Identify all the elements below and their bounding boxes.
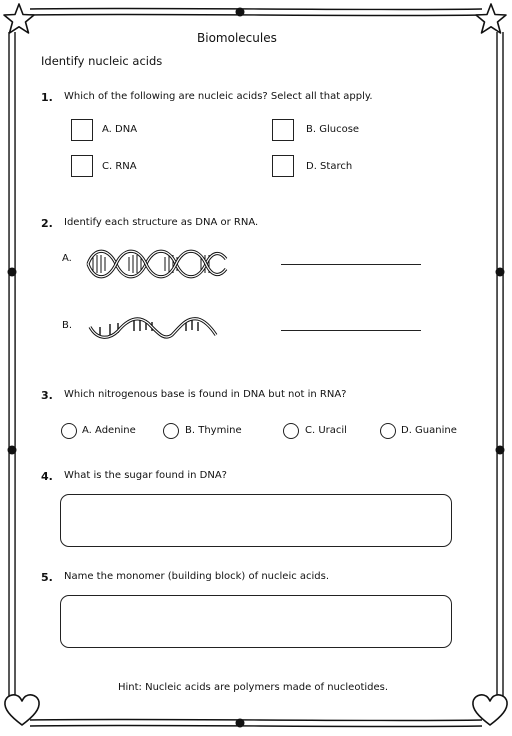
- question-5-number: 5.: [41, 571, 53, 584]
- structure-b-label: B.: [62, 320, 73, 331]
- question-2-number: 2.: [41, 217, 53, 230]
- star-icon: [474, 2, 508, 36]
- question-4-text: What is the sugar found in DNA?: [64, 470, 227, 481]
- question-4-number: 4.: [41, 470, 53, 483]
- heart-icon: [470, 692, 510, 728]
- option-dna-checkbox[interactable]: [71, 119, 93, 141]
- option-adenine-label: A. Adenine: [82, 425, 136, 436]
- option-uracil-radio[interactable]: [283, 423, 299, 439]
- option-thymine-radio[interactable]: [163, 423, 179, 439]
- hint-text: Hint: Nucleic acids are polymers made of nucleotides.: [118, 682, 389, 693]
- option-thymine-label: B. Thymine: [185, 425, 242, 436]
- option-uracil-label: C. Uracil: [305, 425, 347, 436]
- option-starch-checkbox[interactable]: [272, 155, 294, 177]
- option-glucose-label: B. Glucose: [306, 124, 360, 135]
- answer-line-b[interactable]: [281, 330, 421, 331]
- question-1-text: Which of the following are nucleic acids? Select all that apply.: [64, 91, 373, 102]
- heart-icon: [2, 692, 42, 728]
- worksheet-subtitle: Identify nucleic acids: [41, 54, 163, 68]
- question-5-text: Name the monomer (building block) of nucleic acids.: [64, 571, 330, 582]
- dna-double-helix-icon: [86, 247, 230, 281]
- worksheet-title: Biomolecules: [197, 31, 277, 45]
- question-2-text: Identify each structure as DNA or RNA.: [64, 217, 259, 228]
- question-1-number: 1.: [41, 91, 53, 104]
- option-starch-label: D. Starch: [306, 161, 353, 172]
- option-adenine-radio[interactable]: [61, 423, 77, 439]
- answer-box-monomer[interactable]: [60, 595, 452, 648]
- structure-a-label: A.: [62, 253, 72, 264]
- option-glucose-checkbox[interactable]: [272, 119, 294, 141]
- option-rna-checkbox[interactable]: [71, 155, 93, 177]
- option-rna-label: C. RNA: [102, 161, 137, 172]
- option-guanine-label: D. Guanine: [401, 425, 457, 436]
- question-3-text: Which nitrogenous base is found in DNA but not in RNA?: [64, 389, 347, 400]
- question-3-number: 3.: [41, 389, 53, 402]
- answer-line-a[interactable]: [281, 264, 421, 265]
- rna-single-strand-icon: [88, 313, 220, 343]
- answer-box-sugar[interactable]: [60, 494, 452, 547]
- star-icon: [2, 2, 36, 36]
- option-dna-label: A. DNA: [102, 124, 138, 135]
- option-guanine-radio[interactable]: [380, 423, 396, 439]
